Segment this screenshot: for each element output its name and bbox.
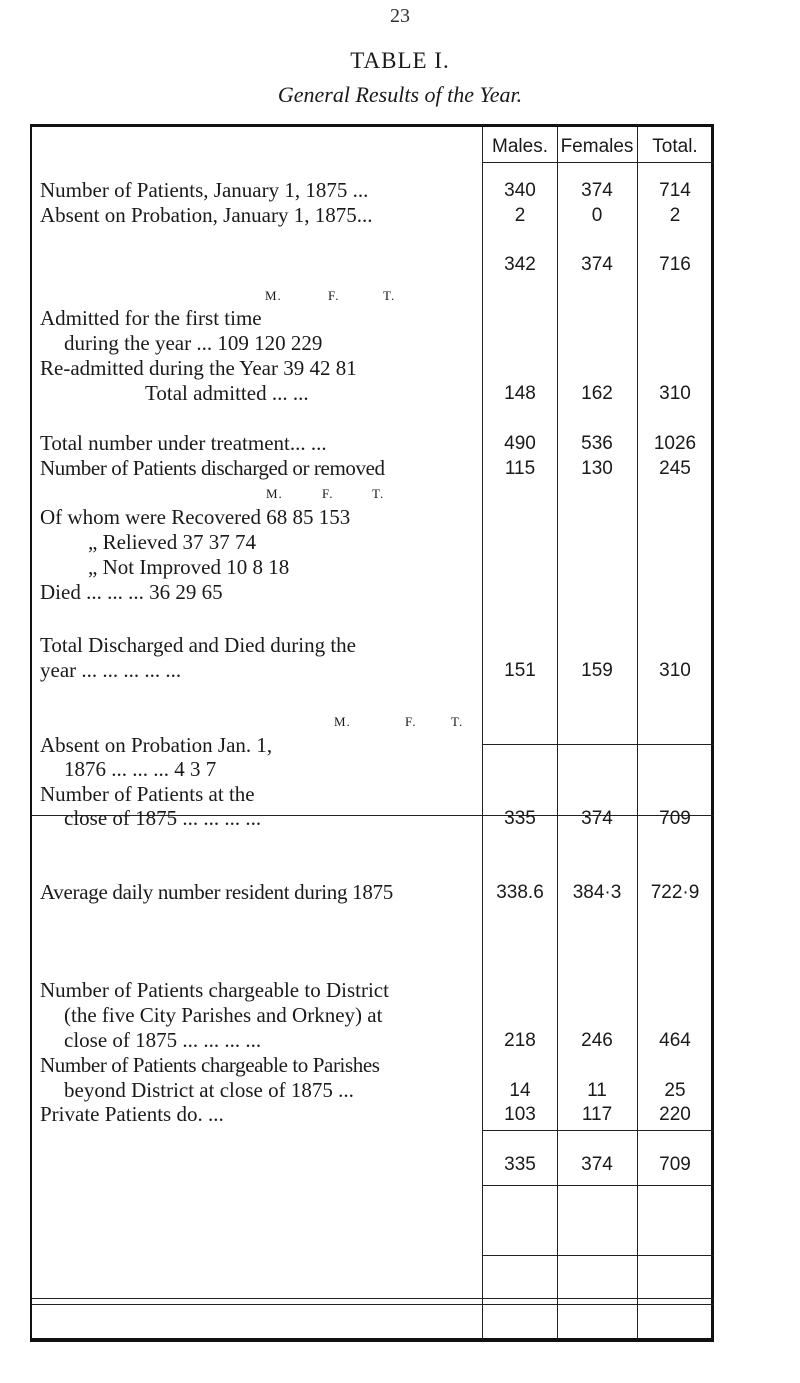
- cell-total: 310: [659, 383, 691, 404]
- header-rule: [482, 162, 714, 163]
- row-label: beyond District at close of 1875 ...: [64, 1078, 354, 1102]
- cell-males: 14: [509, 1080, 531, 1101]
- cell-total: 709: [659, 808, 691, 829]
- header-total: Total.: [652, 136, 698, 157]
- row-label: Absent on Probation, January 1, 1875...: [40, 203, 373, 227]
- section-rule-2: [32, 1298, 714, 1299]
- mft-header: T.: [451, 714, 464, 729]
- cell-males: 490: [504, 433, 536, 454]
- cell-total: 2: [669, 205, 681, 226]
- row-label: year ... ... ... ... ...: [40, 658, 182, 682]
- row-label: Private Patients do. ...: [40, 1102, 224, 1126]
- section-rule-3: [482, 1255, 714, 1256]
- subtotal-rule: [482, 744, 714, 745]
- cell-females: 374: [581, 254, 613, 275]
- cell-total: 722·9: [650, 882, 700, 903]
- cell-females: 536: [581, 433, 613, 454]
- cell-total: 310: [659, 660, 691, 681]
- cell-females: 374: [581, 180, 613, 201]
- row-label: 1876 ... ... ... 4 3 7: [64, 757, 217, 781]
- row-label: Number of Patients chargeable to Parishes: [40, 1053, 380, 1077]
- row-label: Total number under treatment... ...: [40, 431, 327, 455]
- mft-header: F.: [322, 486, 334, 501]
- page-number: 23: [390, 5, 410, 27]
- cell-males: 2: [514, 205, 526, 226]
- mft-header: F.: [405, 714, 417, 729]
- cell-females: 117: [581, 1104, 613, 1125]
- row-label: Number of Patients at the: [40, 782, 255, 806]
- table-subtitle: General Results of the Year.: [277, 82, 523, 107]
- cell-females: 374: [581, 808, 613, 829]
- row-label: Number of Patients chargeable to District: [40, 978, 389, 1002]
- row-label: Number of Patients, January 1, 1875 ...: [40, 178, 369, 202]
- mft-header: F.: [328, 288, 340, 303]
- row-label: close of 1875 ... ... ... ...: [64, 1028, 262, 1052]
- row-label: (the five City Parishes and Orkney) at: [64, 1003, 383, 1027]
- cell-total: 220: [659, 1104, 691, 1125]
- cell-males: 338.6: [496, 882, 544, 903]
- row-label: Total Discharged and Died during the: [40, 633, 356, 657]
- row-label: Total admitted ... ...: [145, 381, 309, 405]
- header-males: Males.: [492, 136, 548, 157]
- row-label: Of whom were Recovered 68 85 153: [40, 505, 351, 529]
- section-rule-4: [32, 1304, 714, 1305]
- row-label: Average daily number resident during 1875: [40, 880, 393, 904]
- row-label: Number of Patients discharged or removed: [40, 456, 385, 480]
- total-rule-2: [482, 1185, 714, 1186]
- header-females: Females: [560, 136, 634, 157]
- cell-total: 716: [659, 254, 691, 275]
- cell-females: 11: [587, 1080, 607, 1101]
- cell-total: 714: [659, 180, 691, 201]
- cell-males: 103: [504, 1104, 536, 1125]
- cell-females: 246: [581, 1030, 613, 1051]
- mft-header: M.: [266, 486, 283, 501]
- cell-total: 245: [659, 458, 691, 479]
- row-label: „ Relieved 37 37 74: [88, 530, 256, 554]
- cell-females: 162: [581, 383, 613, 404]
- cell-females: 0: [591, 205, 603, 226]
- row-label: Died ... ... ... 36 29 65: [40, 580, 223, 604]
- row-label: „ Not Improved 10 8 18: [88, 555, 290, 579]
- cell-females: 130: [581, 458, 613, 479]
- cell-males: 218: [504, 1030, 536, 1051]
- cell-total: 25: [664, 1080, 686, 1101]
- cell-males: 148: [504, 383, 536, 404]
- cell-females: 374: [581, 1154, 613, 1175]
- row-label: Admitted for the first time: [40, 306, 262, 330]
- cell-males: 151: [504, 660, 536, 681]
- row-label: during the year ... 109 120 229: [64, 331, 323, 355]
- cell-total: 464: [659, 1030, 691, 1051]
- cell-males: 342: [504, 254, 536, 275]
- row-label: close of 1875 ... ... ... ...: [64, 806, 262, 830]
- cell-females: 159: [581, 660, 613, 681]
- cell-males: 335: [504, 1154, 536, 1175]
- mft-header: T.: [372, 486, 385, 501]
- cell-males: 340: [504, 180, 536, 201]
- cell-total: 709: [659, 1154, 691, 1175]
- cell-males: 335: [504, 808, 536, 829]
- mft-header: M.: [334, 714, 351, 729]
- row-label: Re-admitted during the Year 39 42 81: [40, 356, 357, 380]
- cell-males: 115: [504, 458, 536, 479]
- cell-females: 384·3: [572, 882, 622, 903]
- row-label: Absent on Probation Jan. 1,: [40, 733, 273, 757]
- cell-total: 1026: [653, 433, 697, 454]
- mft-header: M.: [265, 288, 282, 303]
- total-rule-1: [482, 1130, 714, 1131]
- mft-header: T.: [383, 288, 396, 303]
- table-title: TABLE I.: [350, 48, 450, 73]
